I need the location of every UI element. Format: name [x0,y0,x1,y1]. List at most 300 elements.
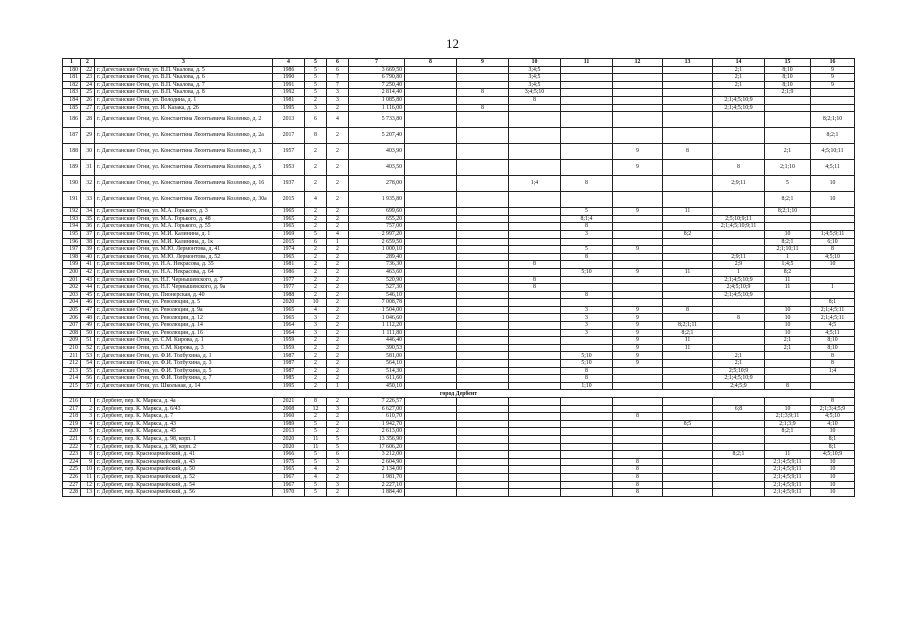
table-row [63,276,855,284]
col-12-cell: 9 [613,329,663,337]
col-11-cell [561,413,613,421]
table-row [63,223,855,231]
col-9-cell [457,291,509,299]
table-row [63,230,855,238]
col-14-cell [713,238,765,246]
column-number-cell: 13 [663,59,713,67]
total-area-cell: 3 212,00 [349,451,405,459]
address-cell: г. Дагестанские Огни, ул. Н.А. Некрасова, д. 35 [95,261,273,269]
col-11-cell [561,284,613,292]
total-area-cell: 1 116,00 [349,104,405,112]
col-9-cell [457,322,509,330]
col-14-cell [713,489,765,497]
total-area-cell: 1 085,80 [349,96,405,104]
col-11-cell: 3 [561,314,613,322]
total-area-cell: 757,00 [349,223,405,231]
year-built-cell: 1981 [273,261,305,269]
col-14-cell: 2;1;4;5;10;9 [713,276,765,284]
total-area-cell: 403,90 [349,144,405,160]
col-15-cell [765,367,811,375]
col-9-cell [457,344,509,352]
col-9-cell: 8 [457,104,509,112]
col-13-cell [663,104,713,112]
col-13-cell [663,466,713,474]
group-row-number-cell: 32 [81,176,95,192]
col-11-cell: 5;10 [561,360,613,368]
col-15-cell: 1;4;5 [765,261,811,269]
table-row [63,420,855,428]
col-11-cell [561,81,613,89]
entrances-cell: 2 [327,398,349,406]
year-built-cell: 1970 [273,489,305,497]
col-8-cell [405,208,457,216]
year-built-cell: 1965 [273,306,305,314]
total-area-cell: 463,60 [349,268,405,276]
col-16-cell: 1;4 [811,367,855,375]
col-10-cell [509,435,561,443]
column-number-cell: 11 [561,59,613,67]
year-built-cell: 1985 [273,375,305,383]
col-15-cell: 10 [765,230,811,238]
table-row [63,284,855,292]
group-row-number-cell: 38 [81,238,95,246]
col-10-cell [509,192,561,208]
table-row [63,66,855,74]
table-row [63,253,855,261]
col-9-cell [457,466,509,474]
entrances-cell: 7 [327,74,349,82]
col-14-cell: 8;2;1 [713,451,765,459]
col-12-cell: 9 [613,144,663,160]
row-number-cell: 207 [63,322,81,330]
col-15-cell: 8;2;1 [765,238,811,246]
row-number-cell: 216 [63,398,81,406]
entrances-cell: 1 [327,382,349,390]
group-row-number-cell: 41 [81,261,95,269]
table-row [63,435,855,443]
total-area-cell: 699,60 [349,208,405,216]
total-area-cell: 446,40 [349,337,405,345]
year-built-cell: 1975 [273,458,305,466]
col-16-cell: 4;5;10 [811,413,855,421]
col-13-cell [663,367,713,375]
year-built-cell: 2020 [273,435,305,443]
row-number-cell: 210 [63,344,81,352]
col-15-cell: 8;10 [765,66,811,74]
total-area-cell: 610,70 [349,413,405,421]
table-row [63,352,855,360]
column-number-cell: 10 [509,59,561,67]
col-9-cell [457,405,509,413]
year-built-cell: 1960 [273,413,305,421]
col-16-cell: 8;10 [811,337,855,345]
row-number-cell: 203 [63,291,81,299]
floors-cell: 11 [305,435,327,443]
col-12-cell: 8 [613,489,663,497]
group-row-number-cell: 27 [81,104,95,112]
row-number-cell: 189 [63,160,81,176]
entrances-cell: 2 [327,160,349,176]
total-area-cell: 2 227,10 [349,481,405,489]
col-14-cell: 2;9 [713,261,765,269]
col-8-cell [405,66,457,74]
col-16-cell [811,215,855,223]
address-cell: г. Дагестанские Огни, ул. Пионерская, д. 40 [95,291,273,299]
column-number-row [63,59,855,67]
address-cell: г. Дербент, пер. Красноармейский, д. 43 [95,458,273,466]
entrances-cell: 2 [327,104,349,112]
col-10-cell [509,322,561,330]
col-13-cell [663,246,713,254]
year-built-cell: 2020 [273,299,305,307]
entrances-cell: 2 [327,329,349,337]
col-16-cell: 10 [811,489,855,497]
col-13-cell [663,458,713,466]
col-9-cell [457,192,509,208]
col-15-cell [765,223,811,231]
total-area-cell: 514,30 [349,367,405,375]
floors-cell: 2 [305,284,327,292]
col-13-cell [663,276,713,284]
year-built-cell: 1995 [273,104,305,112]
col-11-cell: 3 [561,230,613,238]
entrances-cell: 5 [327,443,349,451]
col-8-cell [405,458,457,466]
group-row-number-cell: 8 [81,451,95,459]
col-8-cell [405,329,457,337]
table-row [63,81,855,89]
col-13-cell [663,176,713,192]
group-row-number-cell: 29 [81,128,95,144]
entrances-cell: 2 [327,208,349,216]
col-8-cell [405,375,457,383]
col-11-cell [561,160,613,176]
row-number-cell: 228 [63,489,81,497]
col-12-cell [613,291,663,299]
address-cell: г. Дагестанские Огни, ул. М.Ю. Лермонтова, д. 52 [95,253,273,261]
col-16-cell [811,104,855,112]
col-12-cell [613,215,663,223]
year-built-cell: 1966 [273,451,305,459]
entrances-cell: 2 [327,253,349,261]
col-13-cell [663,160,713,176]
col-14-cell [713,398,765,406]
row-number-cell: 190 [63,176,81,192]
total-area-cell: 2 134,00 [349,466,405,474]
col-16-cell: 9 [811,66,855,74]
year-built-cell: 1965 [273,314,305,322]
col-9-cell [457,276,509,284]
col-11-cell [561,451,613,459]
col-8-cell [405,89,457,97]
col-10-cell [509,382,561,390]
group-row-number-cell: 43 [81,276,95,284]
col-12-cell: 9 [613,352,663,360]
floors-cell: 8 [305,398,327,406]
col-13-cell [663,413,713,421]
row-number-cell: 208 [63,329,81,337]
col-13-cell [663,375,713,383]
col-11-cell [561,458,613,466]
col-12-cell: 8 [613,458,663,466]
col-8-cell [405,322,457,330]
col-8-cell [405,81,457,89]
col-15-cell: 5 [765,176,811,192]
total-area-cell: 2 997,20 [349,230,405,238]
col-12-cell [613,451,663,459]
col-15-cell: 2;1;4;5;9;11 [765,481,811,489]
col-14-cell: 2;1 [713,352,765,360]
entrances-cell: 2 [327,473,349,481]
year-built-cell: 1959 [273,344,305,352]
col-8-cell [405,128,457,144]
col-16-cell [811,291,855,299]
col-9-cell [457,398,509,406]
entrances-cell: 2 [327,276,349,284]
table-row [63,160,855,176]
col-15-cell: 1 [765,253,811,261]
table-row [63,112,855,128]
col-11-cell [561,420,613,428]
col-10-cell [509,104,561,112]
col-16-cell: 2;1;4;5;11 [811,306,855,314]
col-8-cell [405,428,457,436]
entrances-cell: 2 [327,176,349,192]
floors-cell: 4 [305,473,327,481]
col-11-cell [561,74,613,82]
address-cell: г. Дербент, пер. Красноармейский, д. 41 [95,451,273,459]
col-13-cell [663,398,713,406]
col-10-cell [509,473,561,481]
col-14-cell [713,481,765,489]
col-9-cell [457,160,509,176]
group-row-number-cell: 49 [81,322,95,330]
col-9-cell [457,451,509,459]
year-built-cell: 1986 [273,268,305,276]
col-13-cell [663,89,713,97]
col-10-cell [509,458,561,466]
address-cell: г. Дагестанские Огни, ул. Ф.И. Толбухина, д. 3 [95,360,273,368]
address-cell: г. Дагестанские Огни, ул. В.П. Чкалова, д. 6 [95,74,273,82]
col-11-cell [561,443,613,451]
entrances-cell: 2 [327,337,349,345]
year-built-cell: 1959 [273,337,305,345]
table-row [63,268,855,276]
group-row-number-cell: 57 [81,382,95,390]
col-12-cell [613,276,663,284]
group-row-number-cell: 28 [81,112,95,128]
entrances-cell: 2 [327,322,349,330]
total-area-cell: 390,53 [349,344,405,352]
col-13-cell [663,435,713,443]
entrances-cell: 3 [327,96,349,104]
entrances-cell: 2 [327,268,349,276]
year-built-cell: 1953 [273,160,305,176]
floors-cell: 5 [305,489,327,497]
col-9-cell [457,128,509,144]
year-built-cell: 1967 [273,481,305,489]
table-row [63,405,855,413]
col-8-cell [405,299,457,307]
col-10-cell [509,489,561,497]
col-13-cell: 11 [663,268,713,276]
col-9-cell [457,74,509,82]
col-16-cell [811,96,855,104]
col-15-cell: 2;1 [765,144,811,160]
col-8-cell [405,104,457,112]
address-cell: г. Дербент, пер. К. Маркса, д. 98, корп. 1 [95,435,273,443]
col-16-cell: 8;1 [811,435,855,443]
col-9-cell [457,337,509,345]
col-9-cell [457,489,509,497]
col-11-cell [561,473,613,481]
entrances-cell: 2 [327,352,349,360]
total-area-cell: 1 935,80 [349,192,405,208]
table-row [63,489,855,497]
floors-cell: 2 [305,253,327,261]
group-row-number-cell: 13 [81,489,95,497]
row-number-cell: 219 [63,420,81,428]
total-area-cell: 527,30 [349,284,405,292]
row-number-cell: 226 [63,473,81,481]
floors-cell: 5 [305,89,327,97]
group-row-number-cell: 12 [81,481,95,489]
col-8-cell [405,192,457,208]
col-12-cell: 9 [613,160,663,176]
table-row [63,428,855,436]
table-row [63,96,855,104]
col-9-cell [457,473,509,481]
total-area-cell: 1 942,70 [349,420,405,428]
group-row-number-cell: 11 [81,473,95,481]
col-16-cell: 8;1 [811,443,855,451]
col-16-cell: 1 [811,284,855,292]
table-row [63,176,855,192]
col-10-cell: 8 [509,96,561,104]
row-number-cell: 204 [63,299,81,307]
col-15-cell: 2;1;3;9;11 [765,413,811,421]
year-built-cell: 1965 [273,253,305,261]
address-cell: г. Дагестанские Огни, ул. М.Ю. Лермонтова, д. 41 [95,246,273,254]
floors-cell: 2 [305,360,327,368]
col-15-cell: 2;1;4;5;9;11 [765,489,811,497]
col-14-cell: 8 [713,314,765,322]
floors-cell: 5 [305,451,327,459]
col-14-cell [713,443,765,451]
row-number-cell: 220 [63,428,81,436]
col-11-cell: 1;10 [561,382,613,390]
col-9-cell [457,481,509,489]
row-number-cell: 194 [63,223,81,231]
col-11-cell [561,66,613,74]
col-16-cell: 8;10 [811,344,855,352]
col-13-cell: 8 [663,306,713,314]
row-number-cell: 205 [63,306,81,314]
year-built-cell: 1964 [273,322,305,330]
entrances-cell: 2 [327,413,349,421]
row-number-cell: 218 [63,413,81,421]
col-16-cell: 8 [811,360,855,368]
col-8-cell [405,230,457,238]
column-number-cell: 2 [81,59,95,67]
year-built-cell: 1974 [273,246,305,254]
address-cell: г. Дагестанские Огни, ул. С.М. Кирова, д. 1 [95,337,273,345]
table-row [63,89,855,97]
group-row-number-cell: 25 [81,89,95,97]
col-8-cell [405,276,457,284]
col-14-cell [713,344,765,352]
group-row-number-cell: 47 [81,306,95,314]
col-16-cell: 8 [811,352,855,360]
group-row-number-cell: 6 [81,435,95,443]
col-11-cell [561,405,613,413]
address-cell: г. Дагестанские Огни, ул. В.П. Чкалова, д. 7 [95,81,273,89]
entrances-cell: 2 [327,314,349,322]
col-10-cell [509,405,561,413]
total-area-cell: 17 606,20 [349,443,405,451]
col-9-cell [457,314,509,322]
col-13-cell [663,451,713,459]
col-16-cell: 9 [811,81,855,89]
address-cell: г. Дагестанские Огни, ул. Константина Леонтьевича Козленко, д. 3 [95,144,273,160]
col-15-cell [765,104,811,112]
col-12-cell [613,375,663,383]
col-8-cell [405,112,457,128]
floors-cell: 5 [305,74,327,82]
year-built-cell: 1937 [273,176,305,192]
col-8-cell [405,466,457,474]
group-row-number-cell: 48 [81,314,95,322]
entrances-cell: 2 [327,291,349,299]
col-12-cell [613,253,663,261]
col-14-cell [713,337,765,345]
entrances-cell: 6 [327,451,349,459]
year-built-cell: 1991 [273,81,305,89]
group-row-number-cell: 22 [81,66,95,74]
col-10-cell [509,215,561,223]
address-cell: г. Дербент, пер. Красноармейский, д. 50 [95,466,273,474]
col-8-cell [405,268,457,276]
col-8-cell [405,314,457,322]
group-row-number-cell: 24 [81,81,95,89]
col-9-cell [457,246,509,254]
col-11-cell [561,128,613,144]
col-8-cell [405,291,457,299]
col-12-cell: 9 [613,268,663,276]
col-12-cell [613,230,663,238]
col-15-cell: 8;2 [765,268,811,276]
col-11-cell [561,344,613,352]
row-number-cell: 221 [63,435,81,443]
entrances-cell: 6 [327,66,349,74]
col-13-cell [663,443,713,451]
table-row [63,367,855,375]
col-8-cell [405,473,457,481]
address-cell: г. Дагестанские Огни, ул. Константина Леонтьевича Козленко, д. 30а [95,192,273,208]
floors-cell: 5 [305,428,327,436]
col-9-cell [457,253,509,261]
row-number-cell: 225 [63,466,81,474]
col-14-cell [713,435,765,443]
floors-cell: 2 [305,413,327,421]
col-16-cell: 8 [811,246,855,254]
year-built-cell: 1969 [273,230,305,238]
col-13-cell [663,81,713,89]
col-8-cell [405,74,457,82]
col-8-cell [405,360,457,368]
row-number-cell: 222 [63,443,81,451]
entrances-cell: 4 [327,112,349,128]
